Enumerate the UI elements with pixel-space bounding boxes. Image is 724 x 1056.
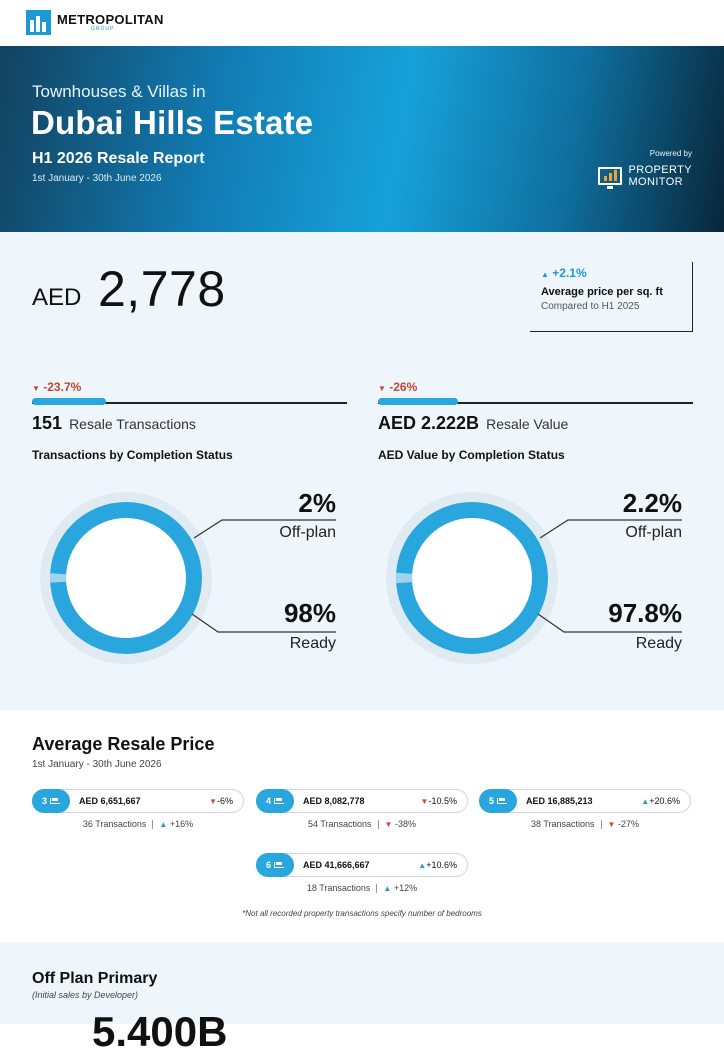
down-triangle-icon: ▼ [32,384,40,393]
bedroom-price-change: -10.5% [428,796,457,806]
bedroom-price: AED 41,666,667 [303,860,370,870]
down-triangle-icon: ▼ [420,797,429,806]
price-currency: AED [32,284,82,311]
value-donut-chart [378,482,693,672]
bed-icon [274,798,284,804]
bedroom-count: 3 [41,796,47,806]
bed-icon [274,862,284,868]
down-triangle-icon: ▼ [378,384,386,393]
bedroom-footnote: *Not all recorded property transactions specify number of bedrooms [242,909,482,918]
transactions-change: -23.7% [43,380,82,394]
brand-logo[interactable] [26,10,164,35]
bedroom-transactions: 38 Transactions [531,819,595,829]
page-title: Dubai Hills Estate [31,104,314,141]
price-change-value: +2.1% [552,266,587,280]
bedroom-tx-change: +16% [169,819,194,829]
bedroom-tx-change: +12% [393,883,418,893]
bedroom-price: AED 16,885,213 [526,796,593,806]
stats-section [0,232,724,710]
bedroom-price: AED 8,082,778 [303,796,365,806]
price-change-card [530,262,693,332]
transactions-label: Resale Transactions [69,416,196,432]
partner-name-line1: PROPERTY [628,164,692,176]
bedroom-count: 4 [265,796,271,806]
price-label: Average price per sq. ft [541,286,663,298]
hero-banner [0,46,724,232]
ready-percent: 97.8% [608,598,682,628]
bedroom-count: 5 [488,796,494,806]
resale-value-label: Resale Value [486,416,569,432]
resale-value: AED 2.222B [378,413,480,433]
bedroom-price-change: +20.6% [649,796,680,806]
off-plan-section [0,942,724,1055]
powered-by-label: Powered by [649,149,692,158]
off-plan-title: Off Plan Primary [32,970,158,987]
partner-name-line2: MONITOR [628,176,684,188]
offplan-label: Off-plan [625,524,682,541]
hero-eyebrow: Townhouses & Villas in [32,82,206,101]
brand-sub: GROUP [91,26,115,32]
transactions-bar [32,397,347,407]
off-plan-subtitle: (Initial sales by Developer) [32,990,139,1000]
avg-resale-title: Average Resale Price [32,734,215,754]
avg-resale-dates: 1st January - 30th June 2026 [32,759,162,770]
up-triangle-icon: ▲ [641,797,650,806]
value-metric [378,380,693,434]
brand-name: METROPOLITAN [57,12,164,27]
ready-label: Ready [635,635,682,652]
bedroom-transactions: 54 Transactions [308,819,372,829]
transactions-chart-title: Transactions by Completion Status [32,448,233,462]
monitor-chart-icon [598,167,622,185]
bedroom-price-change: -6% [216,796,233,806]
bed-icon [497,798,507,804]
transactions-donut-chart [32,482,347,672]
bedroom-transactions: 36 Transactions [82,819,147,829]
transactions-metric [32,380,347,434]
bedroom-card-5[interactable] [479,789,691,829]
building-icon [26,10,51,35]
down-triangle-icon: ▼ [607,820,616,829]
bedroom-transactions: 18 Transactions [306,883,371,893]
up-triangle-icon: ▲ [383,884,392,893]
bedroom-tx-change: -27% [617,819,639,829]
bedroom-card-3[interactable] [32,789,244,829]
powered-by-block [598,149,692,188]
price-per-sqft-value: 2,778 [98,261,226,317]
top-bar [0,0,724,46]
down-triangle-icon: ▼ [384,820,393,829]
ready-label: Ready [289,635,336,652]
bedroom-price-change: +10.6% [426,860,457,870]
price-compare: Compared to H1 2025 [541,301,640,312]
value-chart-title: AED Value by Completion Status [378,448,565,462]
up-triangle-icon: ▲ [541,270,549,279]
value-change: -26% [389,380,418,394]
offplan-percent: 2% [298,488,336,518]
bedroom-price: AED 6,651,667 [79,796,141,806]
report-dates: 1st January - 30th June 2026 [32,173,162,184]
bed-icon [50,798,60,804]
ready-percent: 98% [283,598,336,628]
transactions-value: 151 [32,413,63,433]
offplan-percent: 2.2% [622,488,682,518]
down-triangle-icon: ▼ [209,797,217,806]
value-bar [378,397,693,407]
bedroom-count: 6 [265,860,271,870]
bedroom-card-6[interactable] [256,853,468,893]
bedroom-card-4[interactable] [256,789,468,829]
off-plan-value: 5.400B [92,1008,228,1055]
report-title: H1 2026 Resale Report [32,150,205,167]
up-triangle-icon: ▲ [159,820,168,829]
bedroom-tx-change: -38% [394,819,416,829]
up-triangle-icon: ▲ [418,861,427,870]
offplan-label: Off-plan [279,524,336,541]
